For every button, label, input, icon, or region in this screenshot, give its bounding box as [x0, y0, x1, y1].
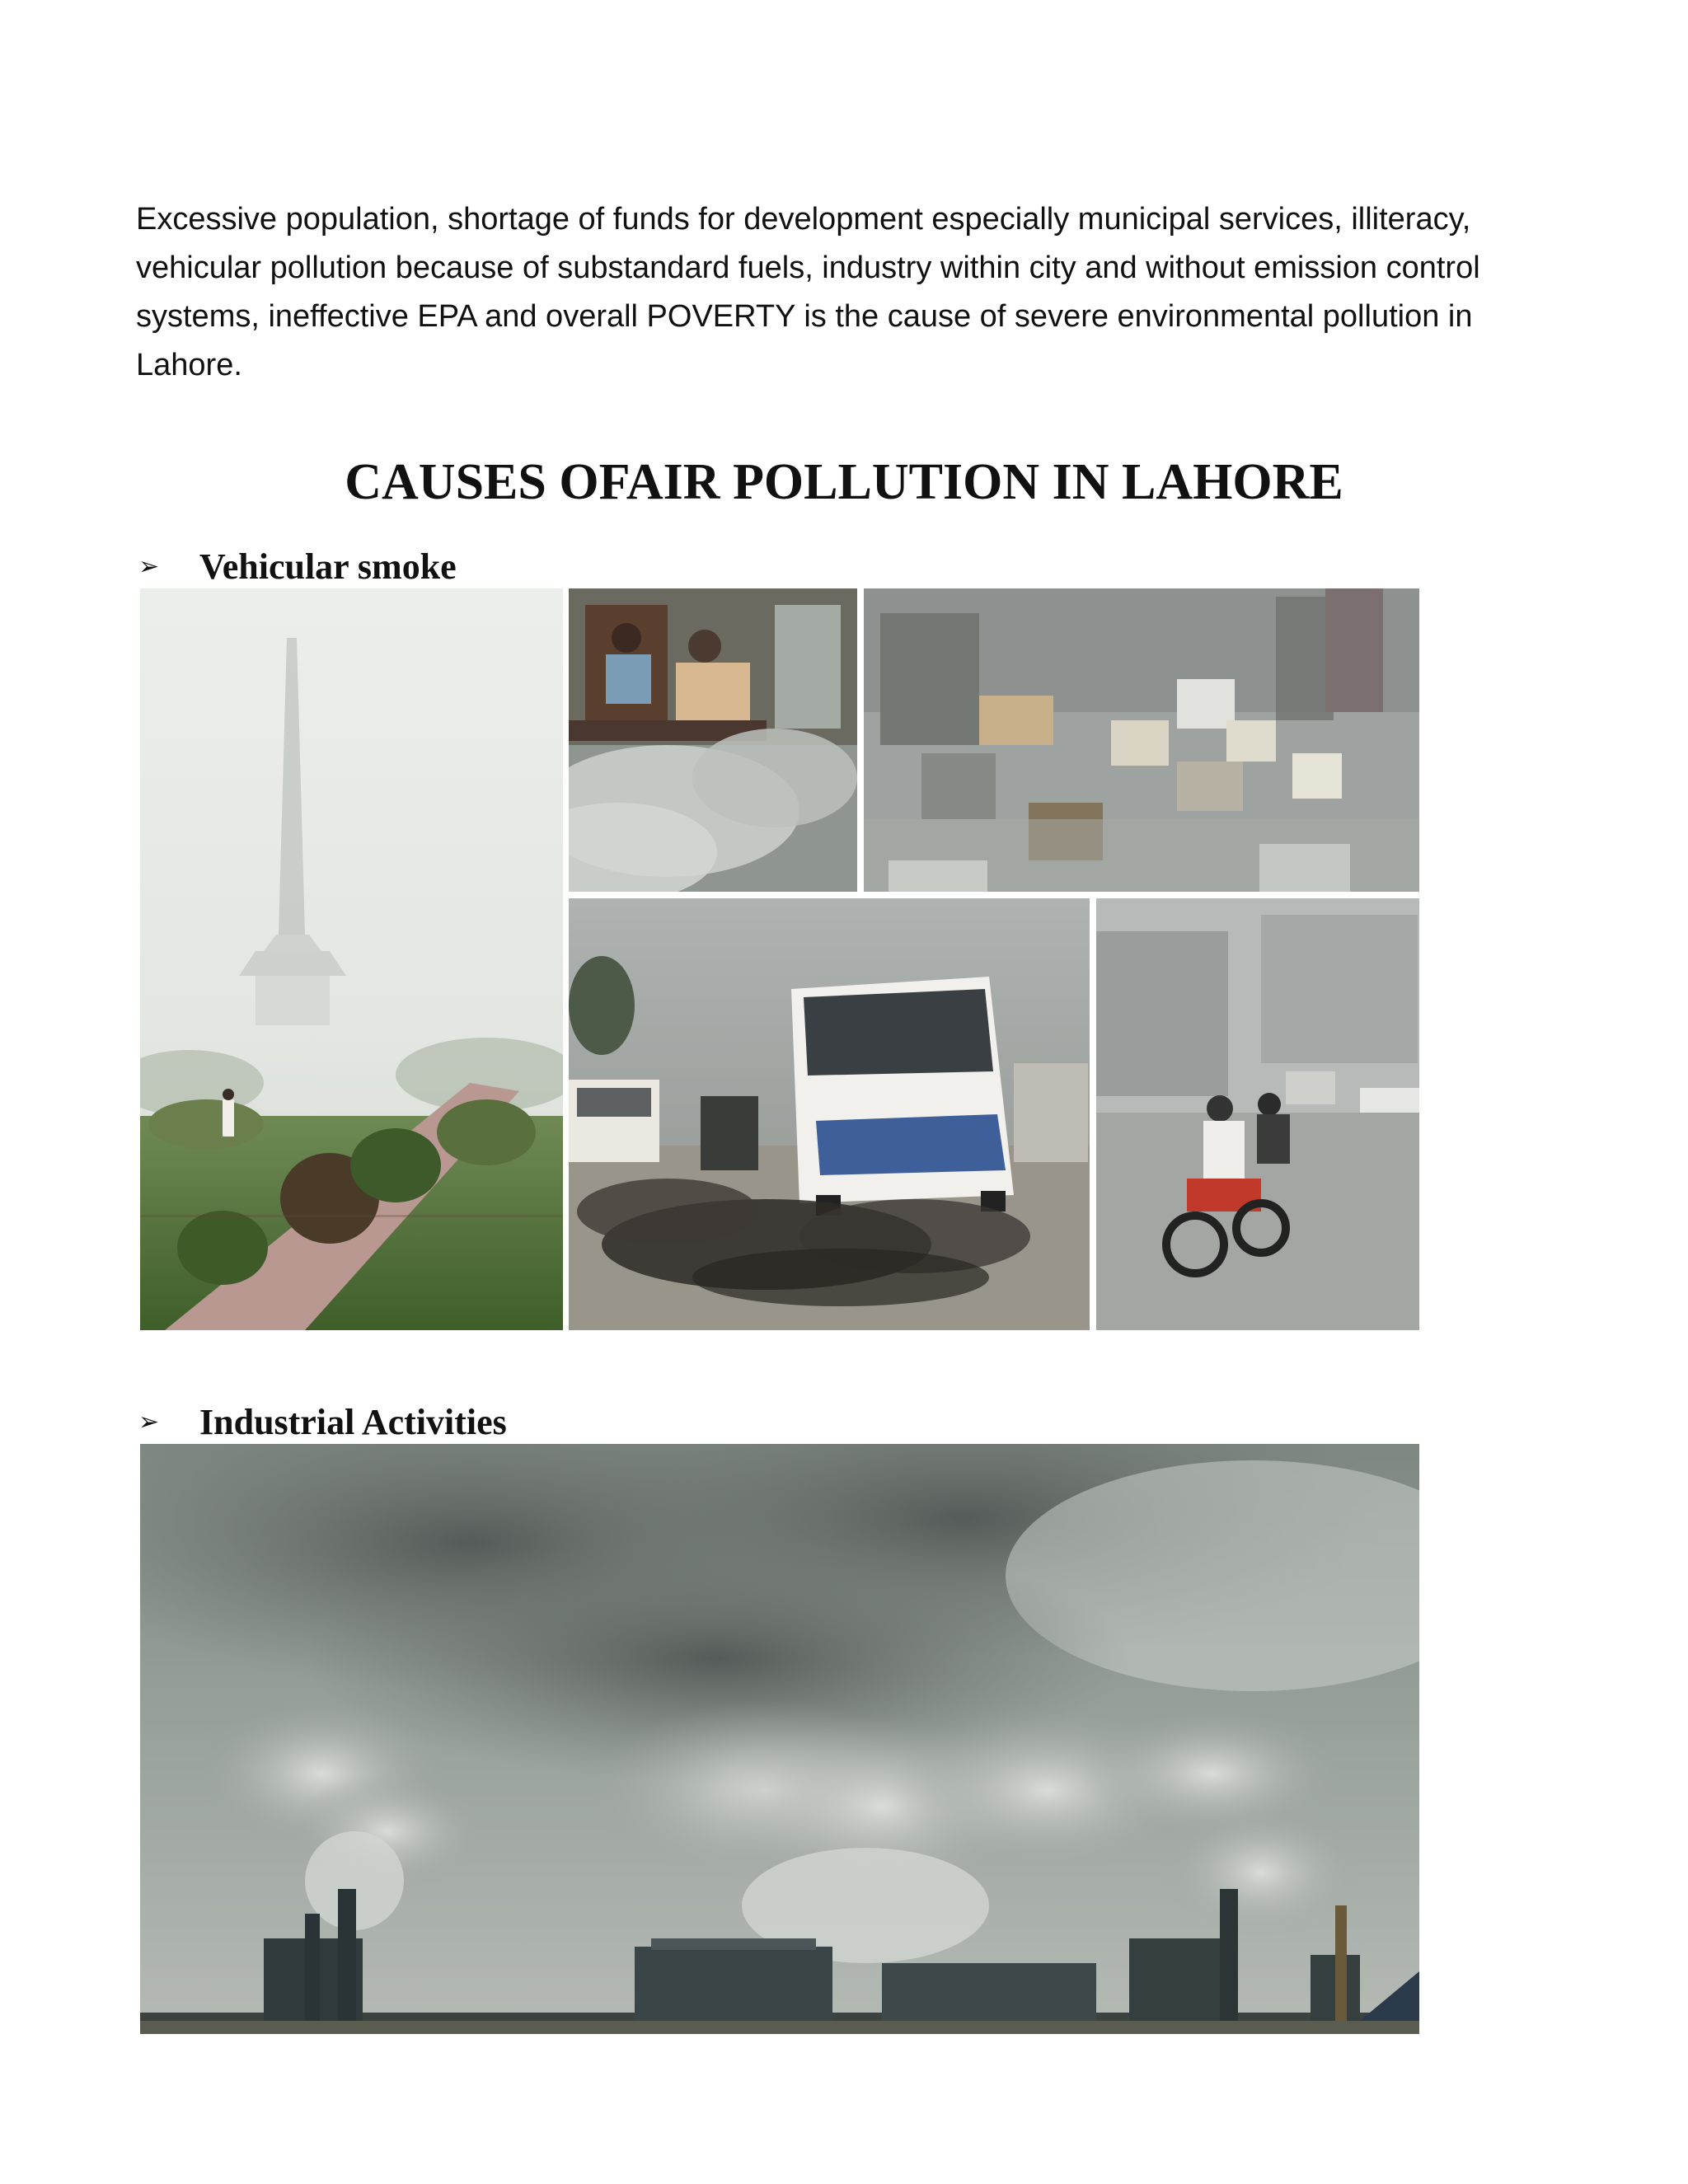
vehicular-smoke-photo-collage — [140, 588, 1419, 1330]
bullet-heading-vehicular-smoke — [138, 542, 457, 592]
bullet-heading-industrial-activities — [138, 1398, 507, 1447]
arrowhead-bullet-icon: ➢ — [138, 1408, 160, 1436]
section-title: CAUSES OFAIR POLLUTION IN LAHORE — [345, 454, 1343, 510]
heading-text-vehicular-smoke: Vehicular smoke — [199, 546, 457, 587]
industrial-smoke-photo — [140, 1444, 1419, 2034]
smoggy-traffic-photo — [864, 588, 1419, 892]
arrowhead-bullet-icon: ➢ — [138, 552, 160, 581]
heading-text-industrial-activities: Industrial Activities — [199, 1402, 507, 1442]
rickshaw-exhaust-photo — [569, 588, 857, 892]
motorcycle-in-smog-photo — [1096, 898, 1419, 1330]
minar-in-smog-photo — [140, 588, 563, 1330]
intro-paragraph: Excessive population, shortage of funds for development especially municipal services, illiteracy, vehicular pollution because of substandard fuels, industry within city and without emission control systems, ineffective EPA and overall POVERTY is the cause of severe environmental pollution in Lahore. — [136, 202, 1480, 382]
bus-black-smoke-photo — [569, 898, 1090, 1330]
